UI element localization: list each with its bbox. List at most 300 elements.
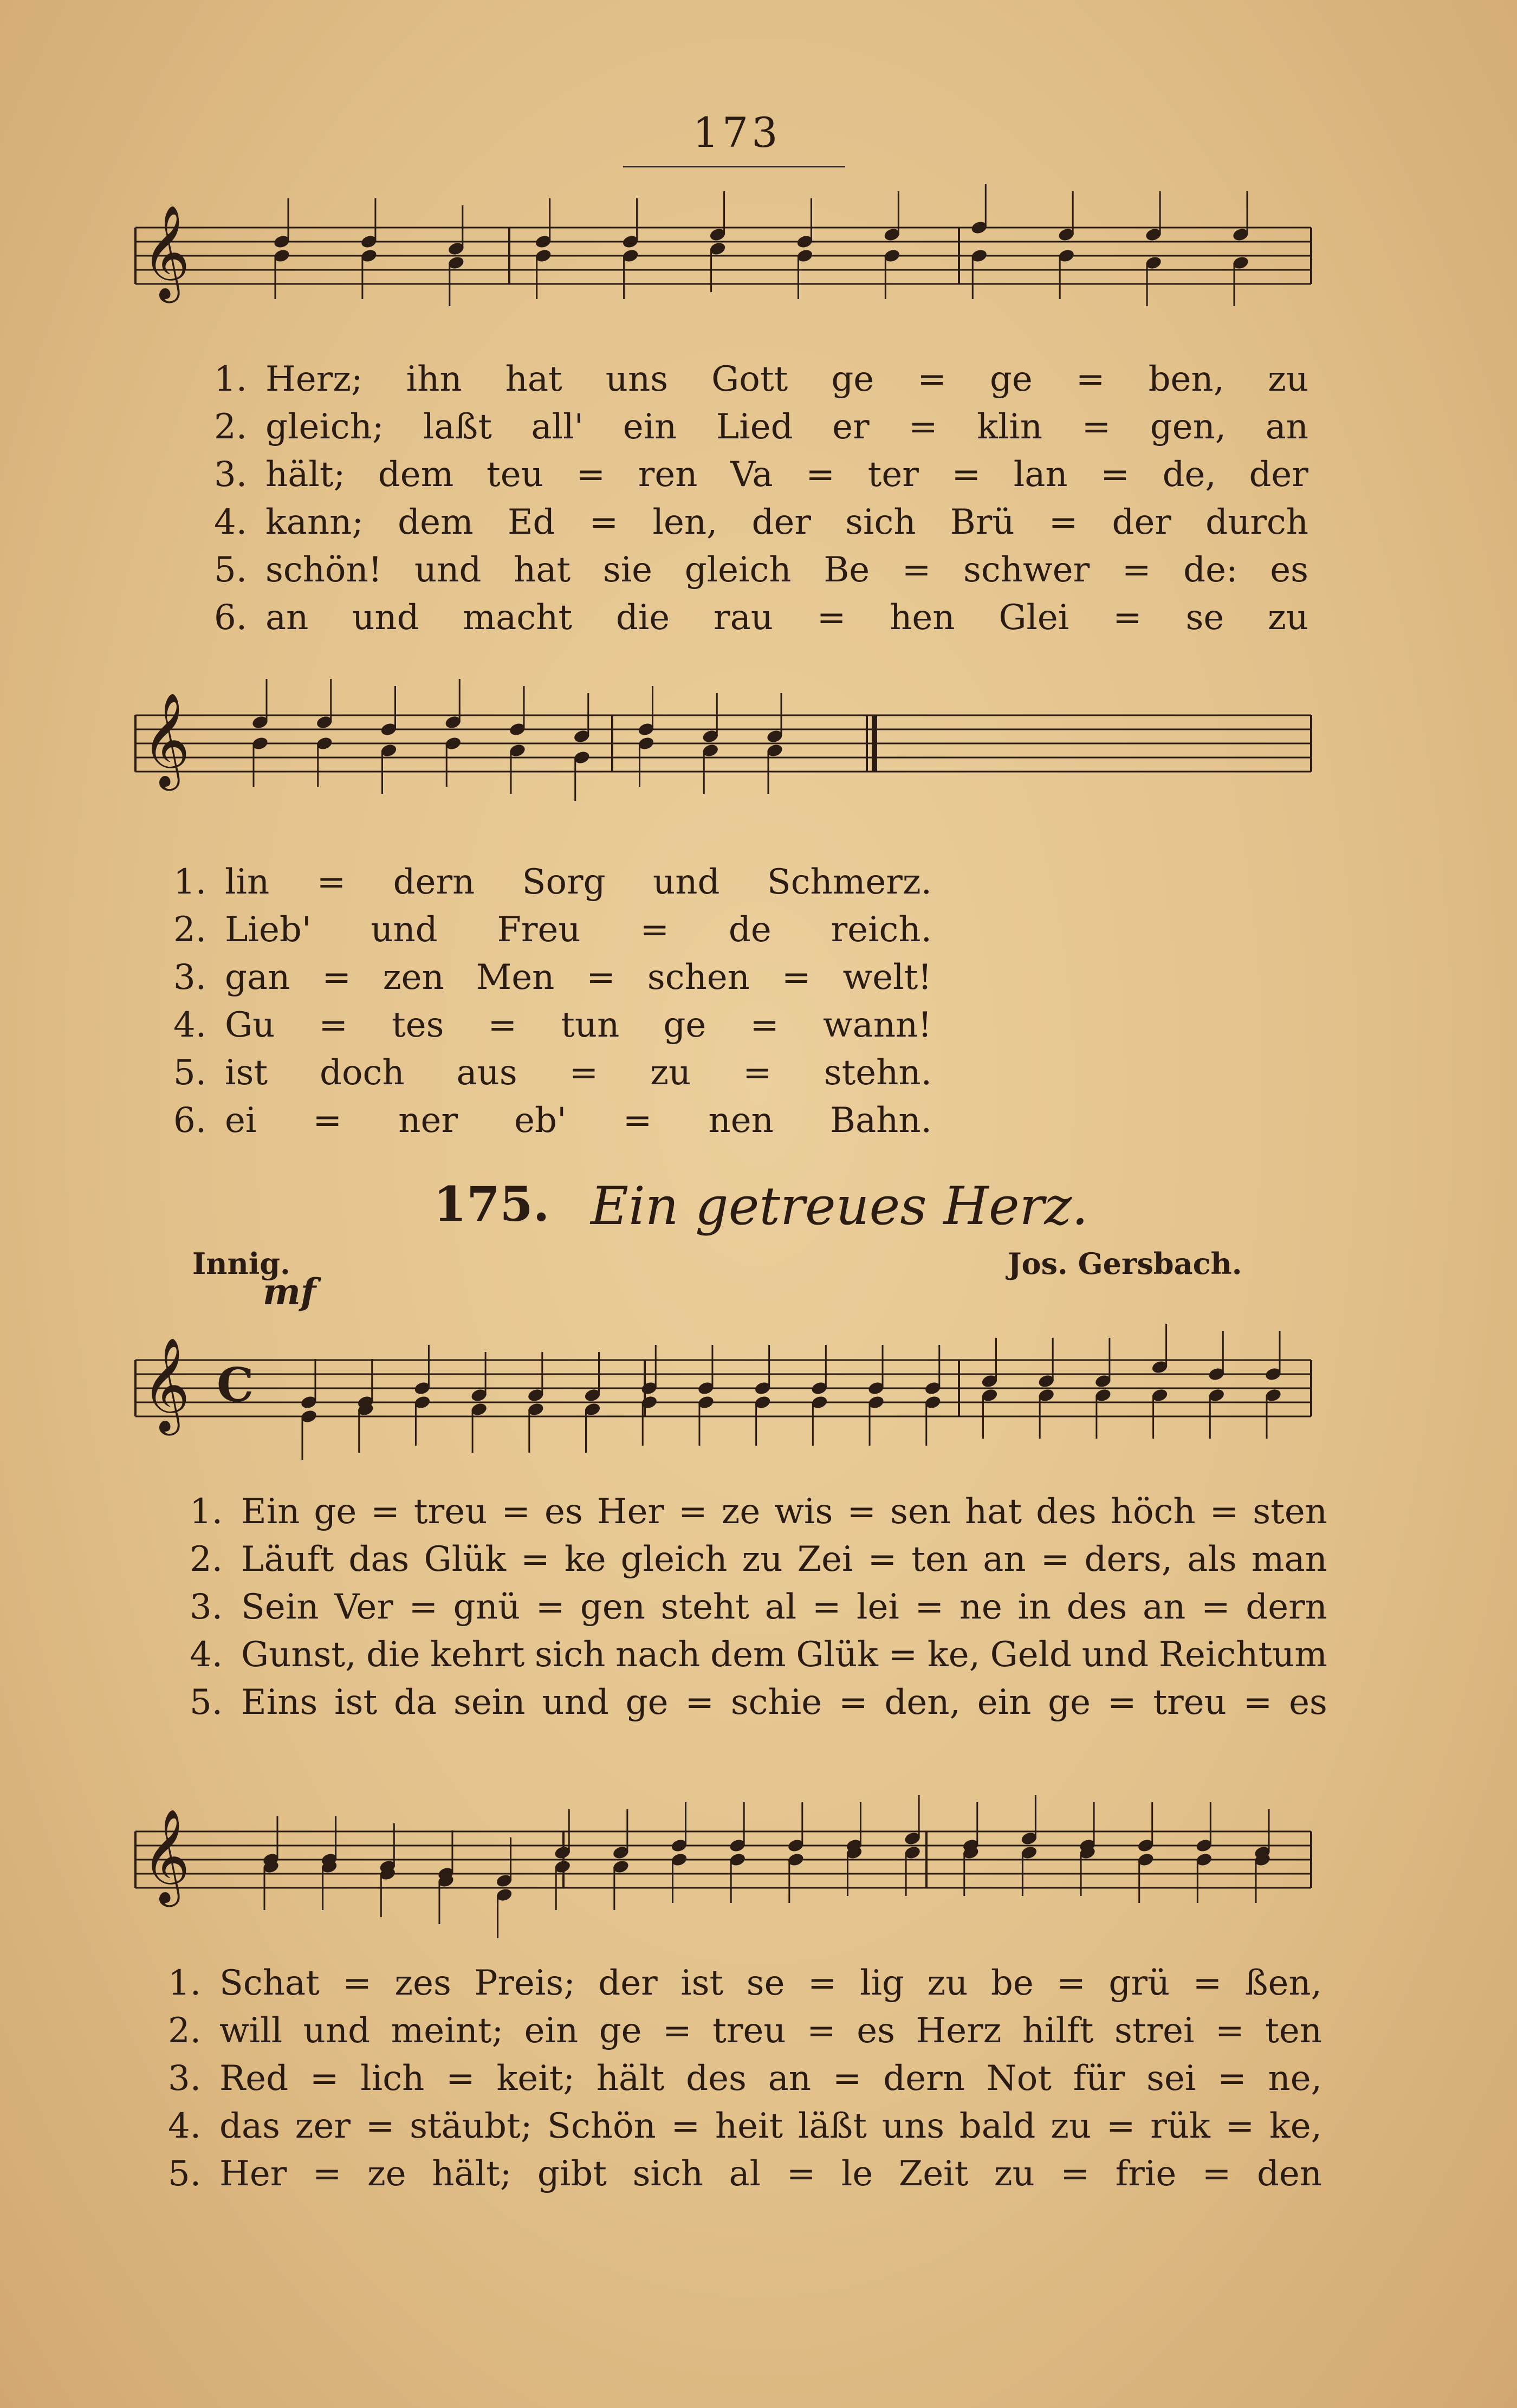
verse-number: 2. bbox=[214, 407, 248, 447]
lyric-syllable: dem bbox=[378, 455, 454, 495]
verse-line bbox=[173, 954, 932, 1001]
lyric-syllable: = bbox=[576, 455, 606, 495]
lyric-syllable: den bbox=[1256, 2154, 1322, 2194]
lyric-syllable: heit bbox=[715, 2106, 783, 2146]
lyric-syllable: ein bbox=[524, 2011, 579, 2051]
lyric-syllable: dern bbox=[393, 862, 475, 902]
header-rule bbox=[623, 166, 845, 167]
lyric-syllable: das bbox=[348, 1539, 410, 1580]
lyric-syllable: uns bbox=[605, 359, 669, 399]
lyric-syllable: Glei bbox=[999, 598, 1069, 638]
lyric-syllable: Gunst, bbox=[241, 1635, 356, 1675]
lyric-syllable: Brü bbox=[950, 502, 1015, 542]
lyric-syllable: laßt bbox=[423, 407, 492, 447]
lyric-syllable: höch bbox=[1110, 1492, 1196, 1532]
lyric-syllable: an bbox=[983, 1539, 1026, 1580]
lyric-syllable: das bbox=[219, 2106, 280, 2146]
lyric-syllable: ge bbox=[314, 1492, 357, 1532]
lyric-syllable: ke bbox=[564, 1539, 606, 1580]
lyric-syllable: für bbox=[1073, 2059, 1125, 2099]
lyric-syllable: teu bbox=[487, 455, 543, 495]
verse-number: 3. bbox=[214, 455, 248, 495]
lyric-syllable: = bbox=[663, 2011, 692, 2051]
lyric-syllable: = bbox=[1202, 2154, 1231, 2194]
lyric-syllable: steht bbox=[660, 1587, 749, 1627]
lyric-syllable: = bbox=[807, 2011, 836, 2051]
lyric-syllable: den, bbox=[884, 1682, 961, 1723]
lyric-syllable: Ed bbox=[507, 502, 555, 542]
lyric-syllable: durch bbox=[1205, 502, 1308, 542]
lyric-syllable: läßt bbox=[798, 2106, 867, 2146]
lyric-syllable: = bbox=[743, 1053, 772, 1093]
lyric-syllable: len, bbox=[652, 502, 718, 542]
lyric-syllable: an bbox=[1265, 407, 1308, 447]
verse-number: 2. bbox=[173, 910, 207, 950]
lyric-syllable: = bbox=[1075, 359, 1105, 399]
verse-line bbox=[168, 2102, 1322, 2150]
lyric-syllable: zu bbox=[1268, 359, 1308, 399]
lyric-syllable: lin bbox=[225, 862, 270, 902]
tempo-marking: Innig. bbox=[192, 1246, 290, 1281]
verse-number: 4. bbox=[173, 1005, 207, 1045]
lyric-syllable: Schat bbox=[219, 1963, 320, 2003]
verse-line bbox=[173, 1097, 932, 1144]
lyric-syllable: = bbox=[521, 1539, 550, 1580]
lyric-syllable: ders, bbox=[1084, 1539, 1173, 1580]
lyric-syllable: uns bbox=[881, 2106, 945, 2146]
lyric-syllable: macht bbox=[463, 598, 573, 638]
hymn-title: Ein getreues Herz. bbox=[591, 1176, 1088, 1237]
lyric-syllable: Sein bbox=[241, 1587, 319, 1627]
hymn-number: 175. bbox=[433, 1176, 550, 1232]
lyric-syllable: = bbox=[569, 1053, 599, 1093]
lyric-syllable: ist bbox=[225, 1053, 268, 1093]
lyric-syllable: = bbox=[951, 455, 981, 495]
treble-clef-icon: 𝄞 bbox=[142, 692, 190, 787]
lyric-syllable: Glük bbox=[796, 1635, 878, 1675]
lyric-syllable: lei bbox=[857, 1587, 899, 1627]
lyric-syllable: doch bbox=[319, 1053, 405, 1093]
lyric-syllable: hen bbox=[890, 598, 955, 638]
lyric-syllable: hat bbox=[505, 359, 562, 399]
lyric-syllable: keit; bbox=[496, 2059, 575, 2099]
lyric-syllable: Lied bbox=[716, 407, 793, 447]
lyric-syllable: ge bbox=[989, 359, 1033, 399]
lyric-syllable: ihn bbox=[406, 359, 462, 399]
lyric-syllable: gnü bbox=[453, 1587, 521, 1627]
verse-line bbox=[190, 1583, 1327, 1631]
lyric-syllable: sich bbox=[845, 502, 916, 542]
lyric-syllable: ßen, bbox=[1244, 1963, 1322, 2003]
verse-line bbox=[168, 1959, 1322, 2007]
lyric-syllable: = bbox=[1100, 455, 1130, 495]
verse-line bbox=[214, 594, 1308, 642]
lyric-syllable: = bbox=[915, 1587, 944, 1627]
lyric-syllable: schwer bbox=[963, 550, 1090, 590]
lyric-syllable: Läuft bbox=[241, 1539, 334, 1580]
lyric-syllable: eb' bbox=[514, 1101, 567, 1141]
lyric-syllable: = bbox=[1107, 1682, 1137, 1723]
verse-number: 3. bbox=[173, 957, 207, 998]
lyric-syllable: schie bbox=[730, 1682, 822, 1723]
verse-line bbox=[173, 1049, 932, 1097]
lyric-syllable: meint; bbox=[391, 2011, 504, 2051]
lyric-syllable: und bbox=[1081, 1635, 1149, 1675]
lyric-syllable: Red bbox=[219, 2059, 289, 2099]
lyric-syllable: Not bbox=[986, 2059, 1052, 2099]
treble-clef-icon: 𝄞 bbox=[142, 1337, 190, 1432]
lyric-syllable: der bbox=[751, 502, 811, 542]
treble-clef-icon: 𝄞 bbox=[142, 1809, 190, 1903]
lyric-syllable: = bbox=[685, 1682, 714, 1723]
lyric-syllable: = bbox=[867, 1539, 897, 1580]
lyric-syllable: Va bbox=[730, 455, 773, 495]
lyric-syllable: an bbox=[768, 2059, 811, 2099]
lyric-syllable: = bbox=[342, 1963, 372, 2003]
lyric-syllable: ein bbox=[977, 1682, 1032, 1723]
lyric-syllable: Eins bbox=[241, 1682, 318, 1723]
lyric-syllable: = bbox=[812, 1587, 841, 1627]
lyric-syllable: die bbox=[615, 598, 670, 638]
lyric-syllable: ge bbox=[1048, 1682, 1091, 1723]
lyric-syllable: hat bbox=[964, 1492, 1022, 1532]
lyric-syllable: in bbox=[1017, 1587, 1052, 1627]
lyric-syllable: an bbox=[265, 598, 309, 638]
lyric-syllable: se bbox=[746, 1963, 785, 2003]
lyric-syllable: der bbox=[598, 1963, 658, 2003]
verse-line bbox=[173, 858, 932, 906]
lyric-syllable: der bbox=[1112, 502, 1171, 542]
lyric-syllable: gan bbox=[225, 957, 290, 998]
lyric-syllable: Her bbox=[597, 1492, 664, 1532]
lyric-syllable: ge bbox=[663, 1005, 706, 1045]
lyric-syllable: Be bbox=[824, 550, 870, 590]
lyric-syllable: de, bbox=[1162, 455, 1216, 495]
lyric-syllable: ke, bbox=[927, 1635, 980, 1675]
verse-number: 5. bbox=[190, 1682, 223, 1723]
lyric-syllable: gleich; bbox=[265, 407, 384, 447]
lyric-syllable: = bbox=[1215, 2011, 1244, 2051]
lyric-syllable: = bbox=[1209, 1492, 1239, 1532]
lyric-syllable: de: bbox=[1183, 550, 1238, 590]
lyric-syllable: ei bbox=[225, 1101, 257, 1141]
lyric-syllable: Reichtum bbox=[1158, 1635, 1327, 1675]
lyric-syllable: gleich bbox=[684, 550, 792, 590]
lyric-syllable: = bbox=[365, 2106, 395, 2146]
lyric-syllable: = bbox=[313, 1101, 342, 1141]
lyrics-block-1 bbox=[214, 355, 1308, 642]
lyric-syllable: lig bbox=[860, 1963, 904, 2003]
lyric-syllable: hält; bbox=[265, 455, 346, 495]
lyric-syllable: tes bbox=[392, 1005, 444, 1045]
lyric-syllable: = bbox=[1225, 2106, 1255, 2146]
lyric-syllable: stäubt; bbox=[410, 2106, 533, 2146]
lyric-syllable: der bbox=[1249, 455, 1308, 495]
lyric-syllable: = bbox=[1056, 1963, 1086, 2003]
lyric-syllable: ter bbox=[867, 455, 919, 495]
lyric-syllable: = bbox=[623, 1101, 652, 1141]
lyric-syllable: ten bbox=[911, 1539, 969, 1580]
lyric-syllable: des bbox=[1036, 1492, 1097, 1532]
lyric-syllable: Zei bbox=[797, 1539, 853, 1580]
lyric-syllable: = bbox=[1121, 550, 1151, 590]
lyric-syllable: hält bbox=[596, 2059, 665, 2099]
lyric-syllable: gibt bbox=[537, 2154, 607, 2194]
lyric-syllable: Ein bbox=[241, 1492, 300, 1532]
lyric-syllable: Ver bbox=[334, 1587, 393, 1627]
lyric-syllable: ge bbox=[625, 1682, 669, 1723]
lyric-syllable: aus bbox=[456, 1053, 517, 1093]
lyric-syllable: hat bbox=[514, 550, 571, 590]
lyric-syllable: zer bbox=[295, 2106, 351, 2146]
lyric-syllable: Men bbox=[476, 957, 555, 998]
lyric-syllable: es bbox=[544, 1492, 583, 1532]
lyric-syllable: sein bbox=[453, 1682, 526, 1723]
lyric-syllable: sten bbox=[1253, 1492, 1327, 1532]
lyric-syllable: sen bbox=[890, 1492, 951, 1532]
lyric-syllable: Schmerz. bbox=[767, 862, 932, 902]
verse-line bbox=[214, 499, 1308, 546]
lyric-syllable: dern bbox=[883, 2059, 965, 2099]
lyric-syllable: ist bbox=[334, 1682, 378, 1723]
verse-number: 1. bbox=[168, 1963, 202, 2003]
lyric-syllable: und bbox=[653, 862, 720, 902]
lyric-syllable: = bbox=[806, 455, 835, 495]
lyric-syllable: will bbox=[219, 2011, 283, 2051]
lyric-syllable: Freu bbox=[497, 910, 581, 950]
lyric-syllable: ist bbox=[680, 1963, 724, 2003]
lyric-syllable: lich bbox=[360, 2059, 425, 2099]
lyric-syllable: sich bbox=[632, 2154, 703, 2194]
lyric-syllable: tun bbox=[561, 1005, 620, 1045]
verse-line bbox=[190, 1536, 1327, 1583]
lyric-syllable: = bbox=[312, 2154, 342, 2194]
verse-line bbox=[168, 2007, 1322, 2055]
music-staff-3 bbox=[135, 1300, 1317, 1485]
lyric-syllable: Her bbox=[219, 2154, 287, 2194]
lyric-syllable: Bahn. bbox=[829, 1101, 932, 1141]
lyric-syllable: wis bbox=[774, 1492, 833, 1532]
lyric-syllable: zu bbox=[1268, 598, 1308, 638]
lyric-syllable: gen bbox=[580, 1587, 645, 1627]
lyric-syllable: kann; bbox=[265, 502, 364, 542]
lyric-syllable: ge bbox=[831, 359, 874, 399]
lyric-syllable: = bbox=[589, 502, 619, 542]
lyric-syllable: bald bbox=[959, 2106, 1036, 2146]
lyric-syllable: = bbox=[909, 407, 938, 447]
lyric-syllable: = bbox=[917, 359, 946, 399]
verse-number: 6. bbox=[214, 598, 248, 638]
lyric-syllable: = bbox=[888, 1635, 918, 1675]
lyric-syllable: = bbox=[488, 1005, 517, 1045]
lyric-syllable: gen, bbox=[1150, 407, 1227, 447]
lyric-syllable: = bbox=[446, 2059, 475, 2099]
lyric-syllable: = bbox=[322, 957, 351, 998]
verse-number: 1. bbox=[214, 359, 248, 399]
verse-number: 4. bbox=[168, 2106, 202, 2146]
verse-line bbox=[168, 2055, 1322, 2102]
lyric-syllable: ner bbox=[398, 1101, 458, 1141]
lyric-syllable: Herz; bbox=[265, 359, 363, 399]
lyric-syllable: treu bbox=[413, 1492, 488, 1532]
lyric-syllable: = bbox=[781, 957, 811, 998]
lyric-syllable: und bbox=[542, 1682, 609, 1723]
lyric-syllable: als bbox=[1187, 1539, 1237, 1580]
lyric-syllable: zes bbox=[394, 1963, 451, 2003]
lyric-syllable: ren bbox=[638, 455, 698, 495]
verse-number: 2. bbox=[190, 1539, 223, 1580]
verse-number: 2. bbox=[168, 2011, 202, 2051]
music-staff-4 bbox=[135, 1772, 1317, 1956]
verse-number: 1. bbox=[190, 1492, 223, 1532]
lyric-syllable: = bbox=[1243, 1682, 1273, 1723]
lyric-syllable: = bbox=[371, 1492, 400, 1532]
lyric-syllable: zu bbox=[994, 2154, 1035, 2194]
lyric-syllable: = bbox=[1060, 2154, 1090, 2194]
lyric-syllable: Glük bbox=[424, 1539, 507, 1580]
lyric-syllable: = bbox=[1192, 1963, 1222, 2003]
verse-line bbox=[168, 2150, 1322, 2198]
lyric-syllable: zu bbox=[742, 1539, 783, 1580]
lyric-syllable: ze bbox=[367, 2154, 406, 2194]
lyric-syllable: = bbox=[807, 1963, 837, 2003]
lyric-syllable: und bbox=[352, 598, 419, 638]
lyric-syllable: = bbox=[1217, 2059, 1247, 2099]
lyric-syllable: welt! bbox=[842, 957, 932, 998]
lyric-syllable: Gott bbox=[711, 359, 788, 399]
lyric-syllable: die bbox=[366, 1635, 420, 1675]
lyric-syllable: des bbox=[1066, 1587, 1127, 1627]
lyric-syllable: er bbox=[832, 407, 870, 447]
lyric-syllable: lan bbox=[1013, 455, 1068, 495]
lyric-syllable: Schön bbox=[547, 2106, 656, 2146]
lyric-syllable: wann! bbox=[822, 1005, 932, 1045]
lyric-syllable: = bbox=[535, 1587, 565, 1627]
lyric-syllable: Lieb' bbox=[225, 910, 312, 950]
verse-number: 5. bbox=[214, 550, 248, 590]
lyric-syllable: ne, bbox=[1268, 2059, 1322, 2099]
lyric-syllable: le bbox=[841, 2154, 873, 2194]
lyric-syllable: be bbox=[990, 1963, 1034, 2003]
lyric-syllable: treu bbox=[712, 2011, 786, 2051]
lyric-syllable: und bbox=[414, 550, 482, 590]
lyric-syllable: zu bbox=[650, 1053, 691, 1093]
lyric-syllable: dem bbox=[710, 1635, 786, 1675]
lyric-syllable: sie bbox=[602, 550, 653, 590]
verse-line bbox=[214, 355, 1308, 403]
lyric-syllable: schen bbox=[647, 957, 750, 998]
lyric-syllable: da bbox=[394, 1682, 437, 1723]
lyric-syllable: Herz bbox=[916, 2011, 1002, 2051]
lyric-syllable: frie bbox=[1115, 2154, 1177, 2194]
lyric-syllable: man bbox=[1251, 1539, 1327, 1580]
lyric-syllable: = bbox=[586, 957, 615, 998]
lyric-syllable: es bbox=[857, 2011, 895, 2051]
lyric-syllable: Geld bbox=[990, 1635, 1072, 1675]
lyrics-block-2 bbox=[173, 858, 932, 1144]
lyric-syllable: = bbox=[1106, 2106, 1136, 2146]
lyric-syllable: sich bbox=[534, 1635, 606, 1675]
page-number: 173 bbox=[692, 108, 781, 157]
lyric-syllable: strei bbox=[1114, 2011, 1195, 2051]
lyric-syllable: = bbox=[316, 862, 346, 902]
lyric-syllable: = bbox=[1081, 407, 1111, 447]
lyric-syllable: = bbox=[640, 910, 670, 950]
verse-number: 4. bbox=[214, 502, 248, 542]
verse-line bbox=[190, 1631, 1327, 1679]
verse-line bbox=[214, 403, 1308, 451]
verse-line bbox=[173, 1001, 932, 1049]
verse-line bbox=[190, 1679, 1327, 1726]
lyric-syllable: de bbox=[728, 910, 772, 950]
lyric-syllable: des bbox=[686, 2059, 747, 2099]
verse-number: 6. bbox=[173, 1101, 207, 1141]
lyric-syllable: kehrt bbox=[430, 1635, 525, 1675]
lyric-syllable: = bbox=[309, 2059, 339, 2099]
lyrics-block-4 bbox=[168, 1959, 1322, 2198]
lyric-syllable: stehn. bbox=[824, 1053, 932, 1093]
lyric-syllable: = bbox=[678, 1492, 708, 1532]
verse-number: 5. bbox=[173, 1053, 207, 1093]
lyric-syllable: klin bbox=[977, 407, 1043, 447]
lyric-syllable: schön! bbox=[265, 550, 383, 590]
lyric-syllable: = bbox=[501, 1492, 530, 1532]
lyric-syllable: an bbox=[1143, 1587, 1186, 1627]
lyric-syllable: ke, bbox=[1269, 2106, 1322, 2146]
lyric-syllable: al bbox=[764, 1587, 797, 1627]
verse-line bbox=[173, 906, 932, 954]
lyric-syllable: hilft bbox=[1022, 2011, 1094, 2051]
lyric-syllable: = bbox=[319, 1005, 348, 1045]
lyric-syllable: zu bbox=[927, 1963, 968, 2003]
verse-line bbox=[214, 546, 1308, 594]
lyric-syllable: ne bbox=[959, 1587, 1002, 1627]
lyric-syllable: = bbox=[409, 1587, 438, 1627]
lyric-syllable: und bbox=[303, 2011, 371, 2051]
lyric-syllable: es bbox=[1289, 1682, 1327, 1723]
lyric-syllable: = bbox=[786, 2154, 816, 2194]
lyric-syllable: ben, bbox=[1148, 359, 1224, 399]
lyrics-block-3 bbox=[190, 1488, 1327, 1726]
lyric-syllable: und bbox=[371, 910, 438, 950]
lyric-syllable: gleich bbox=[620, 1539, 728, 1580]
lyric-syllable: = bbox=[902, 550, 931, 590]
verse-number: 1. bbox=[173, 862, 207, 902]
lyric-syllable: Zeit bbox=[898, 2154, 969, 2194]
lyric-syllable: Gu bbox=[225, 1005, 275, 1045]
lyric-syllable: nen bbox=[708, 1101, 774, 1141]
common-time-icon: C bbox=[217, 1358, 254, 1413]
lyric-syllable: = bbox=[1201, 1587, 1230, 1627]
lyric-syllable: es bbox=[1270, 550, 1308, 590]
lyric-syllable: rau bbox=[713, 598, 773, 638]
verse-line bbox=[190, 1488, 1327, 1536]
lyric-syllable: sei bbox=[1146, 2059, 1196, 2099]
lyric-syllable: = bbox=[1048, 502, 1078, 542]
music-staff-1 bbox=[135, 195, 1317, 347]
lyric-syllable: zu bbox=[1051, 2106, 1092, 2146]
lyric-syllable: nach bbox=[615, 1635, 701, 1675]
lyric-syllable: ten bbox=[1265, 2011, 1322, 2051]
lyric-syllable: ge bbox=[599, 2011, 642, 2051]
lyric-syllable: al bbox=[729, 2154, 761, 2194]
lyric-syllable: = bbox=[816, 598, 846, 638]
composer-credit: Jos. Gersbach. bbox=[1008, 1246, 1242, 1281]
lyric-syllable: se bbox=[1185, 598, 1224, 638]
lyric-syllable: all' bbox=[531, 407, 584, 447]
lyric-syllable: reich. bbox=[831, 910, 932, 950]
verse-number: 5. bbox=[168, 2154, 202, 2194]
